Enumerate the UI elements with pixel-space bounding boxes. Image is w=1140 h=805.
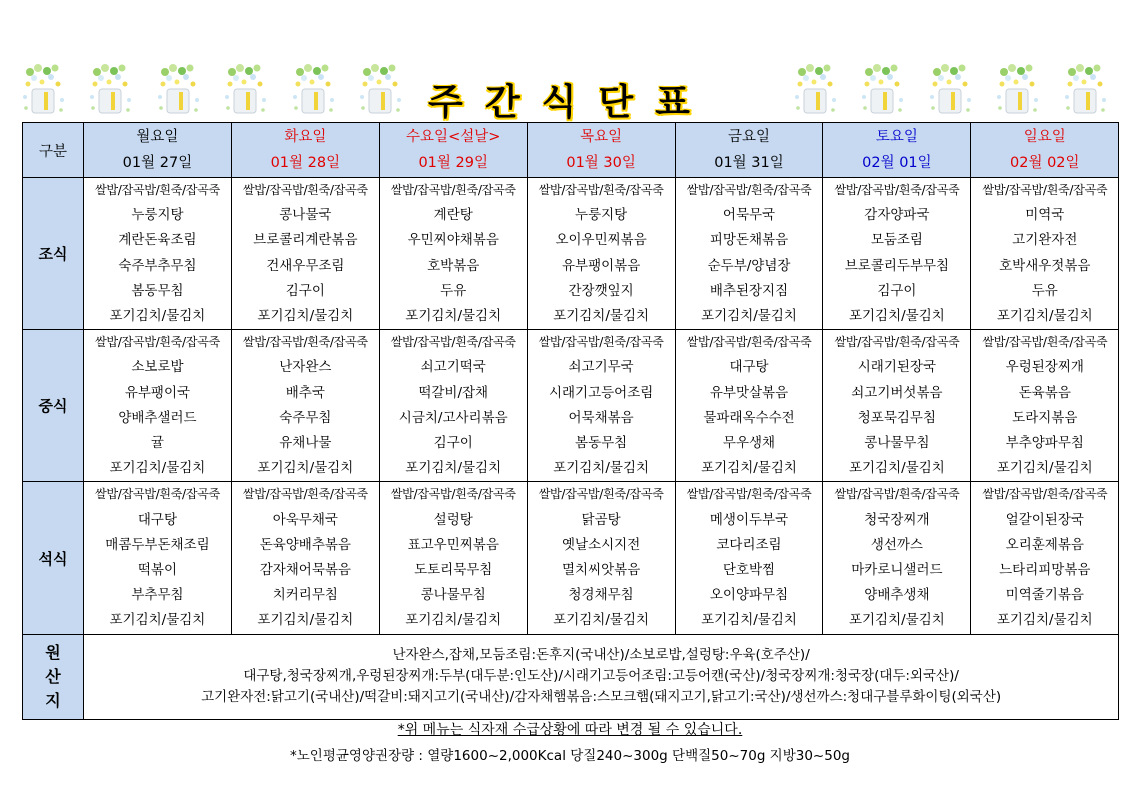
menu-item: 김구이 [877, 282, 917, 299]
change-notice: *위 메뉴는 식자재 수급상황에 따라 변경 될 수 있습니다. [397, 722, 743, 738]
day-date: 01월 28일 [270, 155, 341, 171]
menu-cell [675, 178, 823, 330]
menu-item: 포기김치/물김치 [405, 308, 502, 325]
day-date: 01월 29일 [418, 155, 488, 171]
menu-item: 계란탕 [433, 207, 473, 224]
menu-item: 마카로니샐러드 [851, 562, 943, 579]
menu-item: 순두부/양념장 [707, 257, 791, 274]
day-header-1 [84, 123, 232, 178]
menu-item: 시래기된장국 [857, 359, 937, 376]
menu-item: 청포묵김무침 [857, 409, 937, 426]
menu-item: 누룽지탕 [575, 207, 628, 224]
menu-cell [527, 178, 675, 330]
day-name: 월요일 [136, 129, 179, 145]
menu-item: 부추양파무침 [1005, 435, 1084, 452]
menu-item: 단호박찜 [722, 562, 776, 579]
menu-item: 포기김치/물김치 [553, 460, 650, 477]
menu-item: 콩나물무침 [420, 587, 486, 604]
menu-item: 도라지볶음 [1012, 409, 1078, 426]
origin-text [84, 634, 1119, 719]
menu-cell [84, 330, 232, 482]
menu-item: 포기김치/물김치 [848, 460, 945, 477]
menu-item: 배추된장지짐 [709, 282, 789, 299]
menu-item: 감자채어묵볶음 [259, 562, 351, 579]
menu-item: 청국장찌개 [864, 511, 930, 528]
day-header-3 [379, 123, 527, 178]
menu-item: 쇠고기떡국 [420, 359, 486, 376]
menu-item: 쌀밥/잡곡밥/흰죽/잡곡죽 [834, 487, 960, 502]
menu-item: 오이우민찌볶음 [555, 232, 647, 249]
menu-item: 생선까스 [870, 536, 923, 553]
menu-item: 소보로밥 [131, 359, 184, 376]
menu-item: 시금치/고사리볶음 [398, 409, 508, 426]
menu-cell [379, 178, 527, 330]
menu-item: 옛날소시지전 [561, 536, 641, 553]
menu-item: 포기김치/물김치 [109, 308, 206, 325]
menu-item: 물파래옥수수전 [703, 409, 795, 426]
menu-item: 두유 [440, 282, 467, 299]
menu-item: 쌀밥/잡곡밥/흰죽/잡곡죽 [686, 487, 812, 502]
menu-cell [823, 482, 971, 634]
menu-item: 도토리묵무침 [414, 562, 493, 579]
menu-cell [675, 330, 823, 482]
menu-item: 쌀밥/잡곡밥/흰죽/잡곡죽 [390, 183, 516, 197]
menu-item: 어묵채볶음 [568, 409, 634, 426]
day-date: 01월 31일 [714, 155, 784, 171]
menu-item: 간장깻잎지 [568, 282, 634, 299]
origin-line: 대구탕,청국장찌개,우렁된장찌개:두부(대두분:인도산)/시래기고등어조림:고등어캔(국산)/청국장찌개:청국장(대두:외국산)/ [243, 668, 959, 685]
menu-item: 포기김치/물김치 [848, 308, 945, 325]
menu-cell [527, 482, 675, 634]
menu-item: 쇠고기무국 [568, 359, 634, 376]
menu-item: 포기김치/물김치 [996, 460, 1093, 477]
day-date: 02월 01일 [862, 155, 932, 171]
menu-item: 얼갈이된장국 [1005, 511, 1084, 528]
menu-item: 모둠조림 [870, 232, 923, 249]
menu-item: 귤 [150, 435, 164, 452]
menu-item: 쌀밥/잡곡밥/흰죽/잡곡죽 [95, 487, 220, 502]
menu-item: 포기김치/물김치 [109, 612, 206, 629]
day-name: 일요일 [1023, 129, 1066, 145]
menu-item: 돈육볶음 [1018, 384, 1071, 401]
origin-label [23, 634, 84, 719]
menu-item: 쌀밥/잡곡밥/흰죽/잡곡죽 [242, 487, 368, 502]
menu-item: 쌀밥/잡곡밥/흰죽/잡곡죽 [982, 487, 1108, 502]
menu-item: 쌀밥/잡곡밥/흰죽/잡곡죽 [538, 335, 664, 350]
menu-item: 포기김치/물김치 [405, 612, 502, 629]
menu-item: 유채나물 [279, 435, 332, 452]
menu-item: 계란돈육조림 [118, 232, 197, 249]
menu-item: 감자양파국 [864, 207, 930, 224]
meal-row-1 [23, 178, 1119, 330]
menu-item: 김구이 [433, 435, 473, 452]
menu-item: 쌀밥/잡곡밥/흰죽/잡곡죽 [982, 183, 1108, 197]
origin-label-char: 산 [45, 666, 61, 686]
menu-item: 봄동무침 [575, 435, 628, 452]
menu-item: 쌀밥/잡곡밥/흰죽/잡곡죽 [390, 335, 516, 350]
origin-row [23, 634, 1119, 719]
menu-item: 쌀밥/잡곡밥/흰죽/잡곡죽 [390, 487, 516, 502]
menu-item: 포기김치/물김치 [996, 612, 1093, 629]
menu-item: 쌀밥/잡곡밥/흰죽/잡곡죽 [834, 335, 960, 350]
meal-label: 석식 [23, 482, 84, 634]
menu-item: 두유 [1031, 282, 1058, 299]
day-header-4 [527, 123, 675, 178]
day-header-2 [231, 123, 379, 178]
day-date: 01월 27일 [122, 155, 193, 171]
origin-label-char: 지 [45, 690, 61, 710]
menu-item: 포기김치/물김치 [701, 308, 797, 325]
menu-item: 고기완자전 [1012, 232, 1078, 249]
menu-item: 오이양파무침 [709, 587, 789, 604]
menu-item: 포기김치/물김치 [257, 460, 354, 477]
menu-cell [84, 482, 232, 634]
menu-item: 유부팽이볶음 [561, 257, 641, 274]
menu-item: 시래기고등어조림 [548, 384, 654, 401]
menu-item: 우렁된장찌개 [1005, 359, 1084, 376]
day-header-5 [675, 123, 823, 178]
menu-item: 대구탕 [137, 511, 177, 528]
menu-cell [675, 482, 823, 634]
menu-cell [231, 482, 379, 634]
menu-item: 대구탕 [729, 359, 769, 376]
menu-item: 유부맛살볶음 [709, 384, 789, 401]
menu-cell [971, 178, 1119, 330]
menu-item: 유부팽이국 [124, 384, 191, 401]
day-date: 02월 02일 [1010, 155, 1080, 171]
menu-item: 표고우민찌볶음 [407, 536, 499, 553]
menu-item: 쌀밥/잡곡밥/흰죽/잡곡죽 [538, 183, 664, 197]
menu-item: 포기김치/물김치 [701, 460, 797, 477]
menu-item: 피망돈채볶음 [709, 232, 789, 249]
weekly-menu-table [22, 122, 1119, 720]
menu-item: 미역국 [1025, 207, 1065, 224]
menu-cell [231, 330, 379, 482]
menu-cell [379, 330, 527, 482]
menu-item: 봄동무침 [131, 282, 184, 299]
menu-item: 호박볶음 [427, 257, 480, 274]
menu-item: 숙주부추무침 [118, 257, 197, 274]
day-name: 토요일 [875, 129, 918, 145]
menu-item: 포기김치/물김치 [109, 460, 206, 477]
menu-item: 난자완스 [279, 359, 332, 376]
menu-item: 브로콜리두부무침 [844, 257, 950, 274]
page-title: 주간식단표 [428, 82, 712, 123]
day-header-7 [971, 123, 1119, 178]
menu-item: 쌀밥/잡곡밥/흰죽/잡곡죽 [686, 335, 812, 350]
menu-cell [379, 482, 527, 634]
menu-item: 숙주무침 [279, 409, 332, 426]
menu-item: 포기김치/물김치 [257, 612, 354, 629]
menu-item: 미역줄기볶음 [1005, 587, 1084, 604]
menu-item: 김구이 [285, 282, 325, 299]
menu-item: 멸치씨앗볶음 [561, 562, 641, 579]
menu-item: 청경채무침 [568, 587, 634, 604]
menu-item: 쌀밥/잡곡밥/흰죽/잡곡죽 [242, 183, 368, 197]
menu-item: 브로콜리계란볶음 [253, 232, 358, 249]
menu-item: 포기김치/물김치 [405, 460, 502, 477]
day-name: 수요일<설날> [406, 129, 501, 145]
menu-item: 누룽지탕 [131, 207, 184, 224]
menu-item: 쌀밥/잡곡밥/흰죽/잡곡죽 [686, 183, 812, 197]
menu-item: 쌀밥/잡곡밥/흰죽/잡곡죽 [834, 183, 960, 197]
menu-cell [231, 178, 379, 330]
menu-cell [823, 330, 971, 482]
header-row [23, 123, 1119, 178]
menu-item: 닭곰탕 [581, 511, 621, 528]
origin-line: 난자완스,잡채,모둠조림:돈후지(국내산)/소보로밥,설렁탕:우육(호주산)/ [392, 647, 810, 664]
menu-item: 포기김치/물김치 [848, 612, 945, 629]
menu-item: 쌀밥/잡곡밥/흰죽/잡곡죽 [95, 183, 220, 197]
menu-item: 쌀밥/잡곡밥/흰죽/잡곡죽 [242, 335, 368, 350]
menu-item: 포기김치/물김치 [257, 308, 354, 325]
menu-item: 쌀밥/잡곡밥/흰죽/잡곡죽 [982, 335, 1108, 350]
menu-item: 포기김치/물김치 [996, 308, 1093, 325]
menu-item: 떡갈비/잡채 [418, 384, 489, 401]
menu-item: 우민찌야채볶음 [407, 232, 499, 249]
meal-row-3 [23, 482, 1119, 634]
menu-cell [527, 330, 675, 482]
menu-item: 돈육양배추볶음 [259, 536, 351, 553]
menu-item: 포기김치/물김치 [553, 612, 650, 629]
menu-item: 쌀밥/잡곡밥/흰죽/잡곡죽 [538, 487, 664, 502]
menu-item: 매콤두부돈채조림 [105, 536, 210, 553]
menu-cell [84, 178, 232, 330]
day-name: 금요일 [727, 129, 771, 145]
menu-cell [823, 178, 971, 330]
day-name: 화요일 [284, 129, 327, 145]
menu-item: 양배추샐러드 [118, 409, 197, 426]
menu-item: 치커리무침 [272, 587, 338, 604]
category-header: 구분 [23, 123, 84, 178]
menu-item: 아욱무채국 [272, 511, 338, 528]
menu-item: 포기김치/물김치 [701, 612, 797, 629]
day-header-6 [823, 123, 971, 178]
menu-item: 포기김치/물김치 [553, 308, 650, 325]
origin-line: 고기완자전:닭고기(국내산)/떡갈비:돼지고기(국내산)/감자채햄볶음:스모크햄(돼지고기,닭고기:국산)/생선까스:청대구블루화이팅(외국산) [201, 689, 1002, 706]
day-name: 목요일 [580, 129, 623, 145]
menu-item: 콩나물무침 [864, 435, 930, 452]
menu-item: 건새우무조림 [266, 257, 345, 274]
meal-row-2 [23, 330, 1119, 482]
menu-item: 쌀밥/잡곡밥/흰죽/잡곡죽 [95, 335, 220, 350]
menu-cell [971, 482, 1119, 634]
meal-label: 중식 [23, 330, 84, 482]
menu-item: 어묵무국 [722, 207, 776, 224]
menu-cell [971, 330, 1119, 482]
menu-item: 떡볶이 [137, 562, 177, 579]
menu-item: 쇠고기버섯볶음 [851, 384, 943, 401]
menu-item: 느타리피망볶음 [999, 562, 1091, 579]
menu-item: 콩나물국 [279, 207, 332, 224]
nutrition-notice: *노인평균영양권장량 : 열량1600~2,000Kcal 당질240~300g 단백질50~70g 지방30~50g [290, 748, 850, 764]
menu-item: 무우생채 [722, 435, 776, 452]
menu-item: 설렁탕 [433, 511, 473, 528]
menu-item: 오리훈제볶음 [1005, 536, 1084, 553]
menu-item: 배추국 [285, 384, 325, 401]
menu-item: 양배추생채 [864, 587, 930, 604]
menu-item: 호박새우젓볶음 [999, 257, 1091, 274]
meal-label: 조식 [23, 178, 84, 330]
menu-item: 메생이두부국 [709, 511, 789, 528]
origin-label-char: 원 [45, 642, 61, 662]
day-date: 01월 30일 [566, 155, 636, 171]
menu-item: 코다리조림 [716, 536, 782, 553]
menu-item: 부추무침 [131, 587, 184, 604]
